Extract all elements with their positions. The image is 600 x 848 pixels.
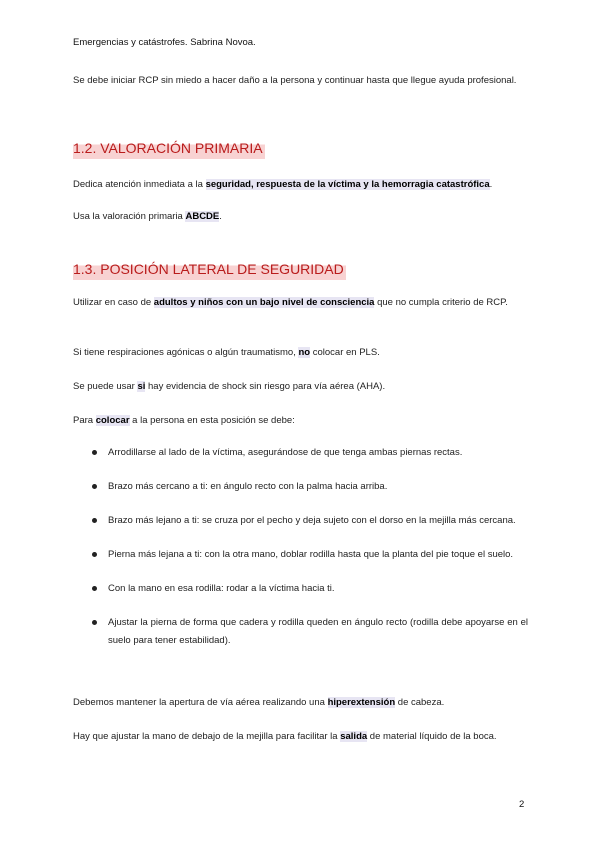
- paragraph-colocar: Para colocar a la persona en esta posición se debe:: [73, 415, 295, 426]
- list-item: Ajustar la pierna de forma que cadera y rodilla queden en ángulo recto (rodilla debe apoyarse en el suelo para tener estabilidad).: [92, 614, 528, 650]
- bullet-icon: [92, 450, 97, 455]
- paragraph-hiperextension: Debemos mantener la apertura de vía aérea realizando una hiperextensión de cabeza.: [73, 697, 445, 708]
- bullet-icon: [92, 620, 97, 625]
- paragraph-respiraciones: Si tiene respiraciones agónicas o algún traumatismo, no colocar en PLS.: [73, 347, 380, 358]
- bullet-icon: [92, 484, 97, 489]
- paragraph-ajustar-mano: Hay que ajustar la mano de debajo de la mejilla para facilitar la salida de material líquido de la boca.: [73, 731, 497, 742]
- page-number: 2: [519, 799, 525, 810]
- list-item: Arrodillarse al lado de la víctima, asegurándose de que tenga ambas piernas rectas.: [92, 444, 528, 462]
- paragraph-shock: Se puede usar si hay evidencia de shock sin riesgo para vía aérea (AHA).: [73, 381, 386, 392]
- highlight-si: si: [137, 381, 146, 392]
- highlight-colocar: colocar: [95, 415, 130, 426]
- list-item: Brazo más lejano a ti: se cruza por el pecho y deja sujeto con el dorso en la mejilla más cercana.: [92, 512, 528, 530]
- list-item: Con la mano en esa rodilla: rodar a la víctima hacia ti.: [92, 580, 528, 598]
- highlight-hiperextension: hiperextensión: [327, 697, 396, 708]
- bullet-icon: [92, 586, 97, 591]
- list-item: Brazo más cercano a ti: en ángulo recto con la palma hacia arriba.: [92, 478, 528, 496]
- highlight-abcde: ABCDE: [185, 211, 220, 222]
- paragraph-abcde: Usa la valoración primaria ABCDE.: [73, 211, 222, 222]
- bullet-icon: [92, 518, 97, 523]
- paragraph-atencion-inmediata: Dedica atención inmediata a la seguridad, respuesta de la víctima y la hemorragia catastrófica.: [73, 179, 493, 190]
- paragraph-utilizar: Utilizar en caso de adultos y niños con un bajo nivel de consciencia que no cumpla criterio de RCP.: [73, 297, 508, 308]
- highlight-salida: salida: [340, 731, 368, 742]
- intro-paragraph: Se debe iniciar RCP sin miedo a hacer daño a la persona y continuar hasta que llegue ayuda profesional.: [73, 75, 517, 86]
- list-item: Pierna más lejana a ti: con la otra mano, doblar rodilla hasta que la planta del pie toque el suelo.: [92, 546, 528, 564]
- section-heading-posicion-lateral: 1.3. POSICIÓN LATERAL DE SEGURIDAD: [73, 258, 346, 280]
- section-heading-valoracion-primaria: 1.2. VALORACIÓN PRIMARIA: [73, 137, 265, 159]
- pls-steps-list: [92, 444, 528, 650]
- highlight-no: no: [298, 347, 311, 358]
- running-header: Emergencias y catástrofes. Sabrina Novoa.: [73, 37, 256, 48]
- highlight-seguridad: seguridad, respuesta de la víctima y la hemorragia catastrófica: [205, 179, 490, 190]
- bullet-icon: [92, 552, 97, 557]
- highlight-adultos-ninos: adultos y niños con un bajo nivel de consciencia: [153, 297, 375, 308]
